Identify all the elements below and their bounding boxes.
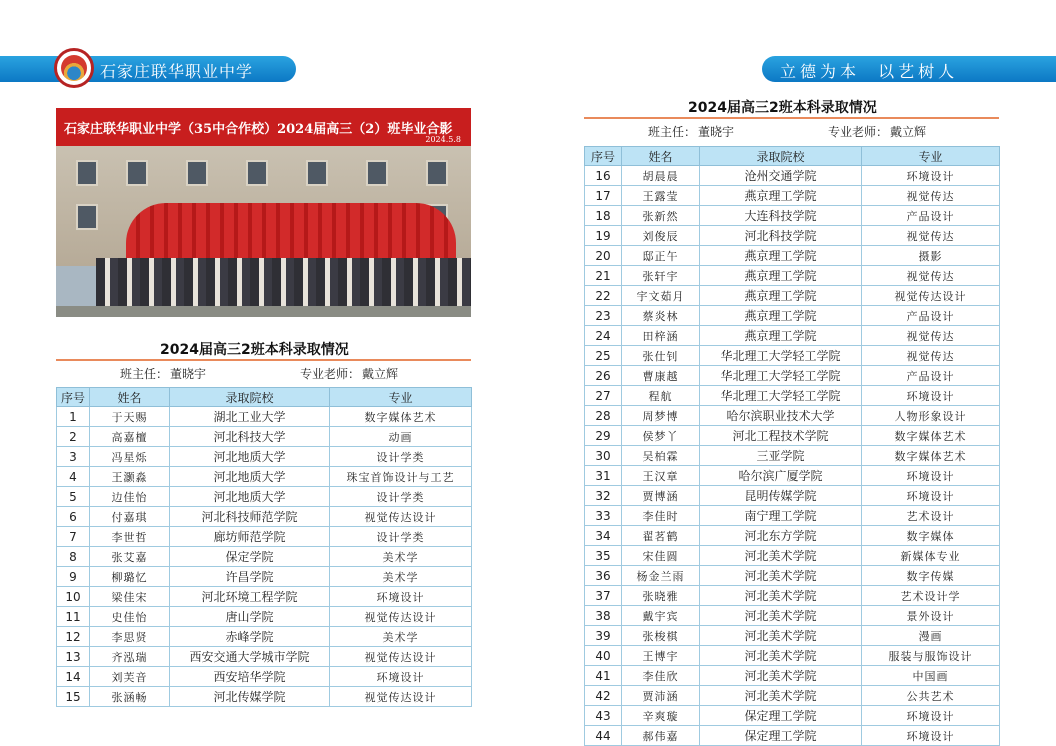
major: 数字媒体艺术 (330, 407, 472, 427)
row-index: 4 (57, 467, 90, 487)
row-index: 18 (585, 206, 622, 226)
admitted-school: 南宁理工学院 (700, 506, 862, 526)
major: 艺术设计学 (862, 586, 1000, 606)
row-index: 38 (585, 606, 622, 626)
major: 视觉传达 (862, 186, 1000, 206)
col-header-school: 录取院校 (170, 388, 330, 407)
table-row (585, 446, 1000, 466)
row-index: 1 (57, 407, 90, 427)
student-name: 吴柏霖 (622, 446, 700, 466)
student-name: 宇文茹月 (622, 286, 700, 306)
major: 数字媒体艺术 (862, 446, 1000, 466)
student-name: 王露莹 (622, 186, 700, 206)
row-index: 20 (585, 246, 622, 266)
major: 数字媒体 (862, 526, 1000, 546)
student-name: 王灏淼 (90, 467, 170, 487)
student-name: 张涵畅 (90, 687, 170, 707)
admitted-school: 三亚学院 (700, 446, 862, 466)
row-index: 35 (585, 546, 622, 566)
table-row (585, 386, 1000, 406)
table-row (585, 326, 1000, 346)
table-row (585, 666, 1000, 686)
head-teacher-value: 董晓宇 (698, 125, 735, 139)
table-header-row (585, 147, 1000, 166)
major: 珠宝首饰设计与工艺 (330, 467, 472, 487)
row-index: 37 (585, 586, 622, 606)
right-head-teacher (648, 123, 734, 140)
admitted-school: 河北地质大学 (170, 447, 330, 467)
student-name: 翟茗鹤 (622, 526, 700, 546)
table-row (585, 706, 1000, 726)
major: 数字传媒 (862, 566, 1000, 586)
major: 环境设计 (862, 706, 1000, 726)
table-row (57, 647, 472, 667)
slogan-banner (762, 56, 1056, 82)
admitted-school: 燕京理工学院 (700, 326, 862, 346)
major: 景外设计 (862, 606, 1000, 626)
admitted-school: 河北美术学院 (700, 626, 862, 646)
student-name: 贾沛涵 (622, 686, 700, 706)
row-index: 2 (57, 427, 90, 447)
row-index: 8 (57, 547, 90, 567)
student-name: 周梦博 (622, 406, 700, 426)
major: 视觉传达设计 (330, 507, 472, 527)
admitted-school: 沧州交通学院 (700, 166, 862, 186)
student-name: 张梭棋 (622, 626, 700, 646)
row-index: 29 (585, 426, 622, 446)
table-row (585, 406, 1000, 426)
student-name: 张新然 (622, 206, 700, 226)
admitted-school: 燕京理工学院 (700, 246, 862, 266)
row-index: 40 (585, 646, 622, 666)
student-name: 李佳欣 (622, 666, 700, 686)
table-row (57, 667, 472, 687)
row-index: 15 (57, 687, 90, 707)
row-index: 36 (585, 566, 622, 586)
admitted-school: 保定理工学院 (700, 706, 862, 726)
admitted-school: 西安交通大学城市学院 (170, 647, 330, 667)
major: 美术学 (330, 547, 472, 567)
row-index: 9 (57, 567, 90, 587)
admitted-school: 赤峰学院 (170, 627, 330, 647)
student-name: 于天赐 (90, 407, 170, 427)
table-row (57, 567, 472, 587)
major: 设计学类 (330, 487, 472, 507)
table-row (585, 466, 1000, 486)
major: 新媒体专业 (862, 546, 1000, 566)
major: 中国画 (862, 666, 1000, 686)
student-name: 田梓涵 (622, 326, 700, 346)
row-index: 22 (585, 286, 622, 306)
admitted-school: 哈尔滨职业技术大学 (700, 406, 862, 426)
table-header-row (57, 388, 472, 407)
admitted-school: 河北美术学院 (700, 566, 862, 586)
col-header-name: 姓名 (622, 147, 700, 166)
major: 环境设计 (862, 466, 1000, 486)
row-index: 25 (585, 346, 622, 366)
row-index: 5 (57, 487, 90, 507)
row-index: 33 (585, 506, 622, 526)
row-index: 30 (585, 446, 622, 466)
table-row (585, 286, 1000, 306)
row-index: 3 (57, 447, 90, 467)
table-row (585, 606, 1000, 626)
col-header-index: 序号 (57, 388, 90, 407)
right-section-title: 2024届高三2班本科录取情况 (688, 100, 877, 116)
major: 产品设计 (862, 366, 1000, 386)
admitted-school: 湖北工业大学 (170, 407, 330, 427)
table-row (585, 246, 1000, 266)
table-row (57, 507, 472, 527)
major: 视觉传达设计 (330, 647, 472, 667)
admitted-school: 河北科技大学 (170, 427, 330, 447)
major: 美术学 (330, 567, 472, 587)
row-index: 44 (585, 726, 622, 746)
table-row (57, 407, 472, 427)
major-teacher-value: 戴立辉 (362, 367, 399, 381)
student-name: 戴宇宾 (622, 606, 700, 626)
admitted-school: 保定理工学院 (700, 726, 862, 746)
major: 服装与服饰设计 (862, 646, 1000, 666)
admitted-school: 华北理工大学轻工学院 (700, 346, 862, 366)
row-index: 7 (57, 527, 90, 547)
row-index: 24 (585, 326, 622, 346)
col-header-major: 专业 (862, 147, 1000, 166)
row-index: 32 (585, 486, 622, 506)
table-row (585, 166, 1000, 186)
table-row (585, 566, 1000, 586)
student-name: 贾博涵 (622, 486, 700, 506)
class-photo (56, 108, 471, 317)
major: 视觉传达 (862, 226, 1000, 246)
major: 艺术设计 (862, 506, 1000, 526)
student-name: 郝伟嘉 (622, 726, 700, 746)
major-teacher-label: 专业老师： (300, 367, 361, 381)
major: 环境设计 (862, 726, 1000, 746)
student-name: 侯梦丫 (622, 426, 700, 446)
table-row (585, 186, 1000, 206)
major: 环境设计 (862, 386, 1000, 406)
student-name: 张仕钊 (622, 346, 700, 366)
major: 漫画 (862, 626, 1000, 646)
row-index: 12 (57, 627, 90, 647)
student-name: 李世哲 (90, 527, 170, 547)
admitted-school: 河北科技学院 (700, 226, 862, 246)
major: 摄影 (862, 246, 1000, 266)
left-divider (56, 359, 471, 361)
student-name: 边佳怡 (90, 487, 170, 507)
admitted-school: 河北美术学院 (700, 686, 862, 706)
table-row (57, 447, 472, 467)
admitted-school: 西安培华学院 (170, 667, 330, 687)
photo-date: 2024.5.8 (425, 135, 461, 144)
table-row (585, 266, 1000, 286)
row-index: 39 (585, 626, 622, 646)
table-row (57, 627, 472, 647)
photo-caption-bar (56, 108, 471, 146)
admitted-school: 哈尔滨广厦学院 (700, 466, 862, 486)
col-header-name: 姓名 (90, 388, 170, 407)
table-row (585, 526, 1000, 546)
major: 公共艺术 (862, 686, 1000, 706)
head-teacher-label: 班主任： (120, 367, 169, 381)
admitted-school: 河北美术学院 (700, 666, 862, 686)
admitted-school: 许昌学院 (170, 567, 330, 587)
student-name: 辛爽璇 (622, 706, 700, 726)
table-row (585, 426, 1000, 446)
table-row (585, 646, 1000, 666)
row-index: 28 (585, 406, 622, 426)
student-name: 曹康越 (622, 366, 700, 386)
major: 美术学 (330, 627, 472, 647)
admitted-school: 河北工程技术学院 (700, 426, 862, 446)
row-index: 14 (57, 667, 90, 687)
major: 视觉传达 (862, 266, 1000, 286)
student-name: 史佳怡 (90, 607, 170, 627)
admitted-school: 华北理工大学轻工学院 (700, 366, 862, 386)
row-index: 42 (585, 686, 622, 706)
student-name: 高嘉檀 (90, 427, 170, 447)
school-name: 石家庄联华职业中学 (100, 62, 254, 81)
student-name: 刘俊辰 (622, 226, 700, 246)
table-row (585, 686, 1000, 706)
student-name: 柳璐忆 (90, 567, 170, 587)
student-name: 王汉章 (622, 466, 700, 486)
table-row (57, 467, 472, 487)
row-index: 41 (585, 666, 622, 686)
major: 视觉传达设计 (330, 687, 472, 707)
row-index: 21 (585, 266, 622, 286)
row-index: 43 (585, 706, 622, 726)
major: 视觉传达 (862, 326, 1000, 346)
student-name: 杨金兰雨 (622, 566, 700, 586)
table-row (585, 366, 1000, 386)
admitted-school: 唐山学院 (170, 607, 330, 627)
student-name: 刘芙音 (90, 667, 170, 687)
admitted-school: 河北科技师范学院 (170, 507, 330, 527)
student-name: 梁佳宋 (90, 587, 170, 607)
admitted-school: 燕京理工学院 (700, 306, 862, 326)
admitted-school: 河北美术学院 (700, 646, 862, 666)
student-name: 邸正午 (622, 246, 700, 266)
left-admission-table (56, 387, 472, 707)
admitted-school: 河北美术学院 (700, 586, 862, 606)
student-name: 蔡炎林 (622, 306, 700, 326)
admitted-school: 河北环境工程学院 (170, 587, 330, 607)
admitted-school: 燕京理工学院 (700, 266, 862, 286)
left-section-title: 2024届高三2班本科录取情况 (160, 342, 349, 358)
student-name: 齐泓瑞 (90, 647, 170, 667)
table-row (585, 586, 1000, 606)
major-teacher-label: 专业老师： (828, 125, 889, 139)
major-teacher-value: 戴立辉 (890, 125, 927, 139)
admitted-school: 昆明传媒学院 (700, 486, 862, 506)
table-row (57, 487, 472, 507)
photo-caption: 石家庄联华职业中学（35中合作校）2024届高三（2）班毕业合影 (64, 122, 453, 137)
admitted-school: 河北传媒学院 (170, 687, 330, 707)
admitted-school: 华北理工大学轻工学院 (700, 386, 862, 406)
table-row (57, 547, 472, 567)
table-row (585, 226, 1000, 246)
student-name: 李佳时 (622, 506, 700, 526)
row-index: 34 (585, 526, 622, 546)
head-teacher-value: 董晓宇 (170, 367, 207, 381)
major: 产品设计 (862, 306, 1000, 326)
student-name: 张晓雅 (622, 586, 700, 606)
row-index: 31 (585, 466, 622, 486)
major: 设计学类 (330, 527, 472, 547)
student-name: 李思贤 (90, 627, 170, 647)
table-row (585, 346, 1000, 366)
table-row (585, 206, 1000, 226)
admitted-school: 大连科技学院 (700, 206, 862, 226)
col-header-school: 录取院校 (700, 147, 862, 166)
col-header-index: 序号 (585, 147, 622, 166)
major: 视觉传达设计 (330, 607, 472, 627)
table-row (585, 506, 1000, 526)
table-row (57, 607, 472, 627)
admitted-school: 燕京理工学院 (700, 186, 862, 206)
row-index: 11 (57, 607, 90, 627)
row-index: 23 (585, 306, 622, 326)
table-row (57, 427, 472, 447)
left-major-teacher (300, 365, 398, 382)
head-teacher-label: 班主任： (648, 125, 697, 139)
student-name: 宋佳圆 (622, 546, 700, 566)
row-index: 26 (585, 366, 622, 386)
table-row (57, 687, 472, 707)
right-admission-table (584, 146, 1000, 746)
major: 环境设计 (330, 667, 472, 687)
major: 动画 (330, 427, 472, 447)
row-index: 17 (585, 186, 622, 206)
table-row (57, 527, 472, 547)
student-name: 程航 (622, 386, 700, 406)
admitted-school: 河北地质大学 (170, 467, 330, 487)
student-name: 胡晨晨 (622, 166, 700, 186)
admitted-school: 河北东方学院 (700, 526, 862, 546)
student-name: 王博宇 (622, 646, 700, 666)
student-name: 冯星烁 (90, 447, 170, 467)
row-index: 6 (57, 507, 90, 527)
row-index: 13 (57, 647, 90, 667)
major: 设计学类 (330, 447, 472, 467)
school-banner (0, 56, 296, 82)
photo-ground (56, 306, 471, 317)
row-index: 19 (585, 226, 622, 246)
student-name: 付嘉琪 (90, 507, 170, 527)
admitted-school: 河北美术学院 (700, 546, 862, 566)
major: 视觉传达设计 (862, 286, 1000, 306)
row-index: 16 (585, 166, 622, 186)
major: 视觉传达 (862, 346, 1000, 366)
major: 人物形象设计 (862, 406, 1000, 426)
right-major-teacher (828, 123, 926, 140)
major: 环境设计 (862, 486, 1000, 506)
slogan-text: 立德为本 以艺树人 (780, 62, 959, 81)
major: 环境设计 (330, 587, 472, 607)
admitted-school: 河北美术学院 (700, 606, 862, 626)
table-row (585, 306, 1000, 326)
major: 数字媒体艺术 (862, 426, 1000, 446)
student-name: 张轩宇 (622, 266, 700, 286)
table-row (585, 726, 1000, 746)
school-logo-icon (54, 48, 94, 88)
admitted-school: 河北地质大学 (170, 487, 330, 507)
left-head-teacher (120, 365, 206, 382)
admitted-school: 廊坊师范学院 (170, 527, 330, 547)
row-index: 27 (585, 386, 622, 406)
table-row (57, 587, 472, 607)
row-index: 10 (57, 587, 90, 607)
major: 环境设计 (862, 166, 1000, 186)
right-divider (584, 117, 999, 119)
student-name: 张艾嘉 (90, 547, 170, 567)
admitted-school: 保定学院 (170, 547, 330, 567)
table-row (585, 546, 1000, 566)
table-row (585, 626, 1000, 646)
table-row (585, 486, 1000, 506)
major: 产品设计 (862, 206, 1000, 226)
admitted-school: 燕京理工学院 (700, 286, 862, 306)
col-header-major: 专业 (330, 388, 472, 407)
